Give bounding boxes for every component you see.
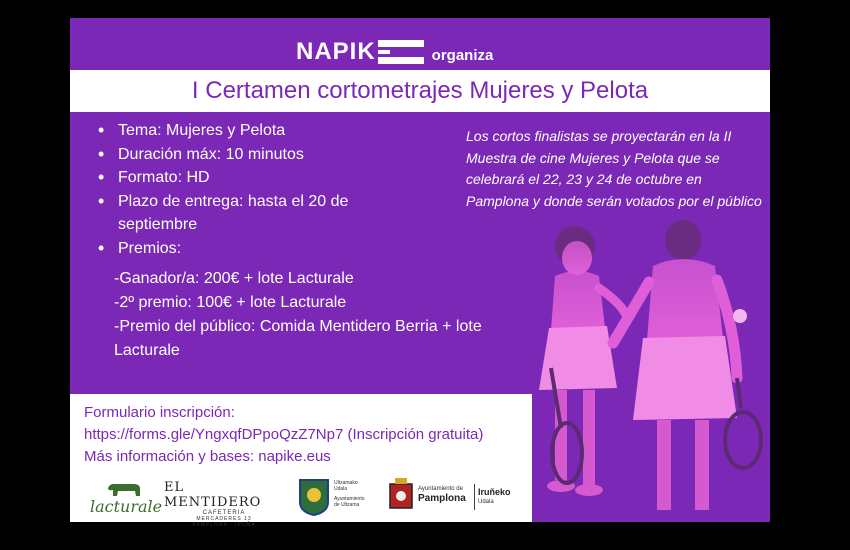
pamplona-logo [388,478,524,520]
ultzama-logo [298,478,378,520]
napik-logo-text: NAPIK [296,38,376,65]
list-item: • Premios: [98,237,438,261]
prize-item: -Ganador/a: 200€ + lote Lacturale [114,270,354,287]
registration-text [84,402,534,468]
prize-item: -2º premio: 100€ + lote Lacturale [114,294,347,311]
ultzama-text-3: Ayuntamiento [334,496,365,502]
ultzama-text-4: de Ultzama [334,502,360,508]
organiza-label: organiza [431,46,494,64]
list-item: • Formato: HD [98,166,438,190]
irunako-sub-text: Udala [478,499,494,505]
form-label: Formulario inscripción: [84,404,235,421]
ultzama-text-2: Udala [334,486,348,492]
sponsor-logos [70,474,532,528]
irunako-text: Iruñeko [478,487,511,497]
prize-item: -Premio del público: Comida Mentidero Berria + lote Lacturale [114,318,482,359]
tennis-players-image [525,218,770,522]
registration-info-box [70,394,532,528]
mentidero-logo [164,480,284,528]
mentidero-title: EL MENTIDERO [164,480,262,510]
list-item: • Tema: Mujeres y Pelota [98,119,438,143]
poster [70,18,770,528]
ultzama-crest-icon [298,478,330,516]
lacturale-text: lacturale [90,497,163,516]
screening-note: Los cortos finalistas se proyectarán en la II Muestra de cine Mujeres y Pelota que se celebrará el 22, 23 y 24 de octubre en Pamplona y donde serán votados por el público [466,128,762,209]
title-band [70,70,770,112]
napik-brand [296,38,493,66]
pamplona-text: Pamplona [418,493,466,504]
cow-icon [104,480,144,498]
ultzama-text-1: Ultzamako [334,480,358,486]
mentidero-address-2: PAMPLONA · IRUÑA [192,522,256,528]
list-item: • Duración máx: 10 minutos [98,143,438,167]
page-title: I Certamen cortometrajes Mujeres y Pelota [191,77,649,104]
prizes-list [114,267,534,363]
mentidero-sub: CAFETERIA [202,510,246,516]
form-link[interactable]: https://forms.gle/YngxqfDPpoQzZ7Np7 (Inscripción gratuita) [84,426,484,443]
mentidero-address-1: MERCADERES 13 [196,516,252,522]
lacturale-logo [88,480,163,518]
pamplona-small-text: Ayuntamiento de [418,486,463,492]
more-info-link[interactable]: Más información y bases: napike.eus [84,448,331,465]
pamplona-crest-icon [388,478,414,516]
napik-logo-mark [378,37,424,67]
list-item: • Plazo de entrega: hasta el 20 de septiembre [98,190,388,237]
requirements-list [98,119,438,260]
